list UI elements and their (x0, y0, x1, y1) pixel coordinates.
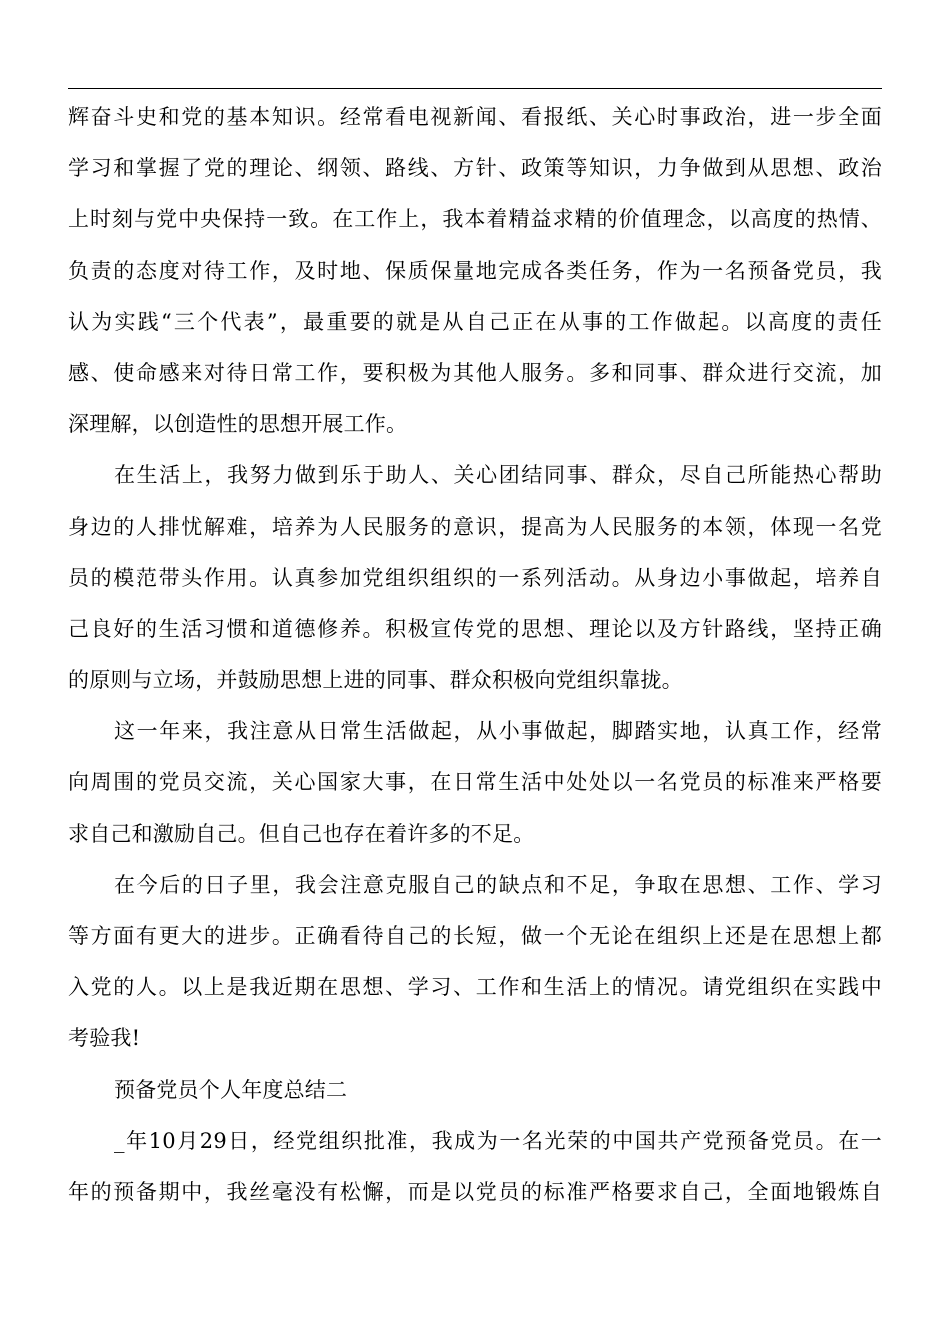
text-line: 的原则与立场，并鼓励思想上进的同事、群众积极向党组织靠拢。 (68, 668, 683, 693)
text-line: 员的模范带头作用。认真参加党组织组织的一系列活动。从身边小事做起，培养自 (68, 565, 882, 590)
text-line: 在今后的日子里，我会注意克服自己的缺点和不足，争取在思想、工作、学习 (114, 872, 882, 897)
text-line: 学习和掌握了党的理论、纲领、路线、方针、政策等知识，力争做到从思想、政治 (68, 156, 882, 181)
text-line: 年的预备期中，我丝毫没有松懈，而是以党员的标准严格要求自己，全面地锻炼自 (68, 1179, 882, 1204)
paragraph-3 (68, 706, 882, 860)
paragraph-4 (68, 860, 882, 1065)
text-line: 负责的态度对待工作，及时地、保质保量地完成各类任务，作为一名预备党员，我 (68, 258, 882, 283)
header-rule (68, 88, 882, 89)
text-line: 感、使命感来对待日常工作，要积极为其他人服务。多和同事、群众进行交流，加 (68, 360, 882, 385)
text-line: _年10月29日，经党组织批准，我成为一名光荣的中国共产党预备党员。在一 (114, 1128, 882, 1153)
text-line: 等方面有更大的进步。正确看待自己的长短，做一个无论在组织上还是在思想上都 (68, 924, 882, 948)
text-line: 考验我! (68, 1026, 141, 1051)
text-line: 身边的人排忧解难，培养为人民服务的意识，提高为人民服务的本领，体现一名党 (68, 514, 882, 539)
text-line: 辉奋斗史和党的基本知识。经常看电视新闻、看报纸、关心时事政治，进一步全面 (68, 105, 882, 129)
paragraph-6 (68, 1116, 882, 1218)
text-line: 求自己和激励自己。但自己也存在着许多的不足。 (68, 821, 535, 846)
text-line: 这一年来，我注意从日常生活做起，从小事做起，脚踏实地，认真工作，经常 (114, 719, 882, 744)
text-line: 深理解，以创造性的思想开展工作。 (68, 412, 408, 437)
paragraph-1 (68, 92, 882, 450)
text-line: 预备党员个人年度总结二 (114, 1077, 348, 1102)
text-line: 入党的人。以上是我近期在思想、学习、工作和生活上的情况。请党组织在实践中 (68, 975, 882, 1000)
section-heading (68, 1065, 882, 1116)
text-line: 向周围的党员交流，关心国家大事，在日常生活中处处以一名党员的标准来严格要 (68, 770, 882, 795)
paragraph-2 (68, 450, 882, 706)
text-line: 己良好的生活习惯和道德修养。积极宣传党的思想、理论以及方针路线，坚持正确 (68, 616, 882, 641)
document-body (68, 92, 882, 1218)
text-line: 上时刻与党中央保持一致。在工作上，我本着精益求精的价值理念，以高度的热情、 (68, 207, 882, 232)
text-line: 在生活上，我努力做到乐于助人、关心团结同事、群众，尽自己所能热心帮助 (114, 463, 882, 488)
text-line: 认为实践“三个代表”，最重要的就是从自己正在从事的工作做起。以高度的责任 (68, 309, 882, 334)
